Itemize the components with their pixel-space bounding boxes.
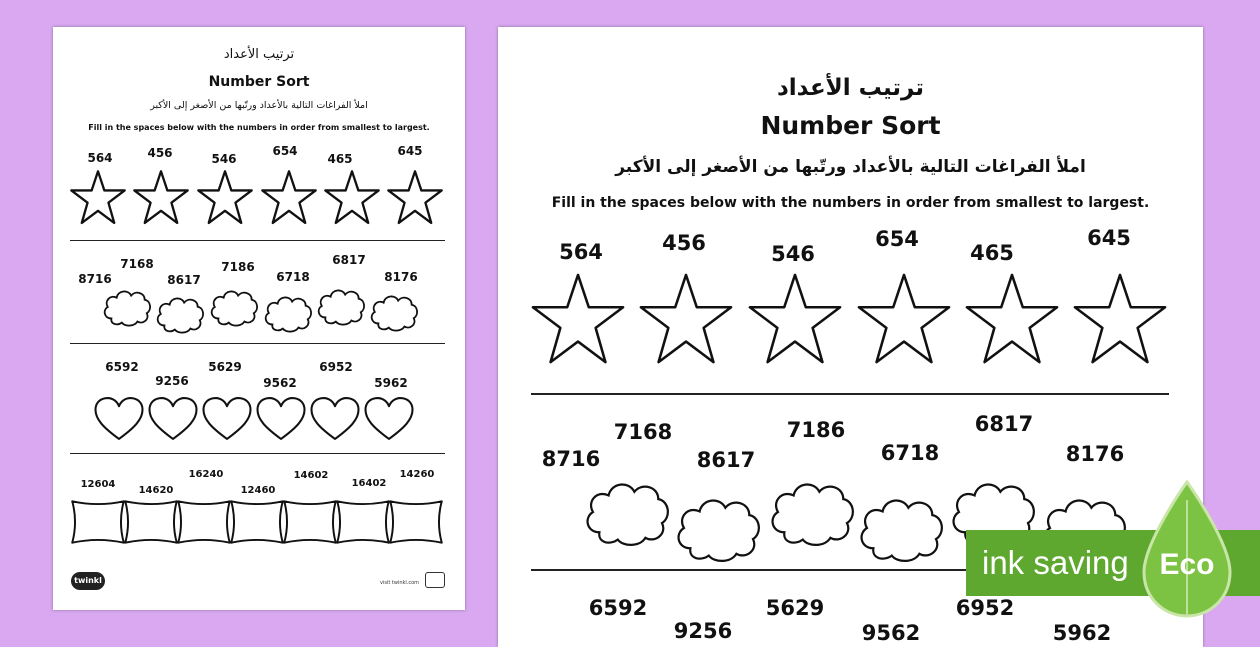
cloud-shape [855, 489, 947, 567]
cloud-shape [101, 286, 153, 328]
star-shape [69, 169, 127, 227]
row2-number: 6718 [276, 270, 310, 284]
pillow-shape [70, 499, 126, 545]
row4-number: 12604 [80, 479, 116, 490]
row1-number: 564 [559, 240, 603, 264]
worksheet-thumbnail [53, 27, 465, 610]
row2-number: 7186 [786, 418, 846, 442]
row2-number: 8176 [384, 270, 418, 284]
row4-number: 14620 [138, 485, 174, 496]
row2-number: 8716 [541, 447, 601, 471]
row1-number: 564 [87, 151, 113, 165]
row3-number: 6592 [588, 596, 648, 620]
footer-badge-icon [425, 572, 445, 588]
row3-number: 6952 [955, 596, 1015, 620]
pillow-shape [388, 499, 444, 545]
row2-number: 8617 [696, 448, 756, 472]
pillow-shape [123, 499, 179, 545]
row2-number: 8716 [78, 272, 112, 286]
title-arabic: ترتيب الأعداد [776, 75, 925, 101]
ink-saving-label: ink saving [982, 544, 1129, 581]
section-divider [70, 240, 445, 241]
star-shape [636, 271, 736, 369]
row1-number: 546 [211, 152, 237, 166]
star-shape [196, 169, 254, 227]
row2-number: 7186 [221, 260, 255, 274]
row1-number: 465 [327, 152, 353, 166]
pillow-shape [229, 499, 285, 545]
row2-number: 6817 [332, 253, 366, 267]
row3-number: 5629 [208, 360, 242, 374]
star-shape [962, 271, 1062, 369]
title-arabic: ترتيب الأعداد [223, 47, 295, 62]
star-shape [386, 169, 444, 227]
row1-number: 645 [397, 144, 423, 158]
row3-number: 9562 [263, 376, 297, 390]
eco-label: Eco [1159, 548, 1215, 581]
title-english: Number Sort [760, 111, 941, 140]
row2-number: 6817 [974, 412, 1034, 436]
row4-number: 16240 [188, 469, 224, 480]
pillow-shape [282, 499, 338, 545]
star-shape [854, 271, 954, 369]
row3-number: 5629 [765, 596, 825, 620]
cloud-shape [766, 473, 858, 551]
star-shape [745, 271, 845, 369]
section-divider [531, 393, 1169, 395]
row1-number: 465 [970, 241, 1014, 265]
heart-shape [93, 396, 145, 442]
star-shape [323, 169, 381, 227]
row2-number: 7168 [120, 257, 154, 271]
row1-number: 456 [147, 146, 173, 160]
cloud-shape [208, 286, 260, 328]
cloud-shape [154, 293, 206, 335]
heart-shape [363, 396, 415, 442]
star-shape [132, 169, 190, 227]
instruction-english: Fill in the spaces below with the numbers in order from smallest to largest. [551, 195, 1150, 211]
cloud-shape [315, 285, 367, 327]
eco-leaf-icon [1140, 480, 1234, 620]
pillow-shape [335, 499, 391, 545]
footer-site-text: visit twinkl.com [380, 580, 420, 586]
row4-number: 16402 [351, 478, 387, 489]
row3-number: 9256 [155, 374, 189, 388]
row4-number: 12460 [240, 485, 276, 496]
instruction-arabic: املأ الفراغات التالية بالأعداد ورتّبها من الأصغر إلى الأكبر [615, 157, 1086, 177]
instruction-english: Fill in the spaces below with the numbers in order from smallest to largest. [88, 123, 430, 132]
cloud-shape [262, 292, 314, 334]
row3-number: 6952 [319, 360, 353, 374]
row3-number: 5962 [374, 376, 408, 390]
cloud-shape [672, 489, 764, 567]
instruction-arabic: املأ الفراغات التالية بالأعداد ورتّبها من الأصغر إلى الأكبر [150, 100, 368, 111]
star-shape [1070, 271, 1170, 369]
row3-number: 9256 [673, 619, 733, 643]
twinkl-logo: twinkl [71, 572, 105, 590]
row1-number: 645 [1087, 226, 1131, 250]
section-divider [70, 453, 445, 454]
cloud-shape [581, 473, 673, 551]
star-shape [260, 169, 318, 227]
row1-number: 456 [662, 231, 706, 255]
row1-number: 654 [272, 144, 298, 158]
pillow-shape [176, 499, 232, 545]
star-shape [528, 271, 628, 369]
row2-number: 7168 [613, 420, 673, 444]
heart-shape [147, 396, 199, 442]
row3-number: 5962 [1052, 621, 1112, 645]
heart-shape [201, 396, 253, 442]
cloud-shape [368, 291, 420, 333]
row3-number: 6592 [105, 360, 139, 374]
title-english: Number Sort [208, 74, 310, 90]
row4-number: 14602 [293, 470, 329, 481]
heart-shape [255, 396, 307, 442]
row1-number: 654 [875, 227, 919, 251]
heart-shape [309, 396, 361, 442]
row4-number: 14260 [399, 469, 435, 480]
row2-number: 8176 [1065, 442, 1125, 466]
row2-number: 8617 [167, 273, 201, 287]
section-divider [70, 343, 445, 344]
row2-number: 6718 [880, 441, 940, 465]
row3-number: 9562 [861, 621, 921, 645]
row1-number: 546 [771, 242, 815, 266]
